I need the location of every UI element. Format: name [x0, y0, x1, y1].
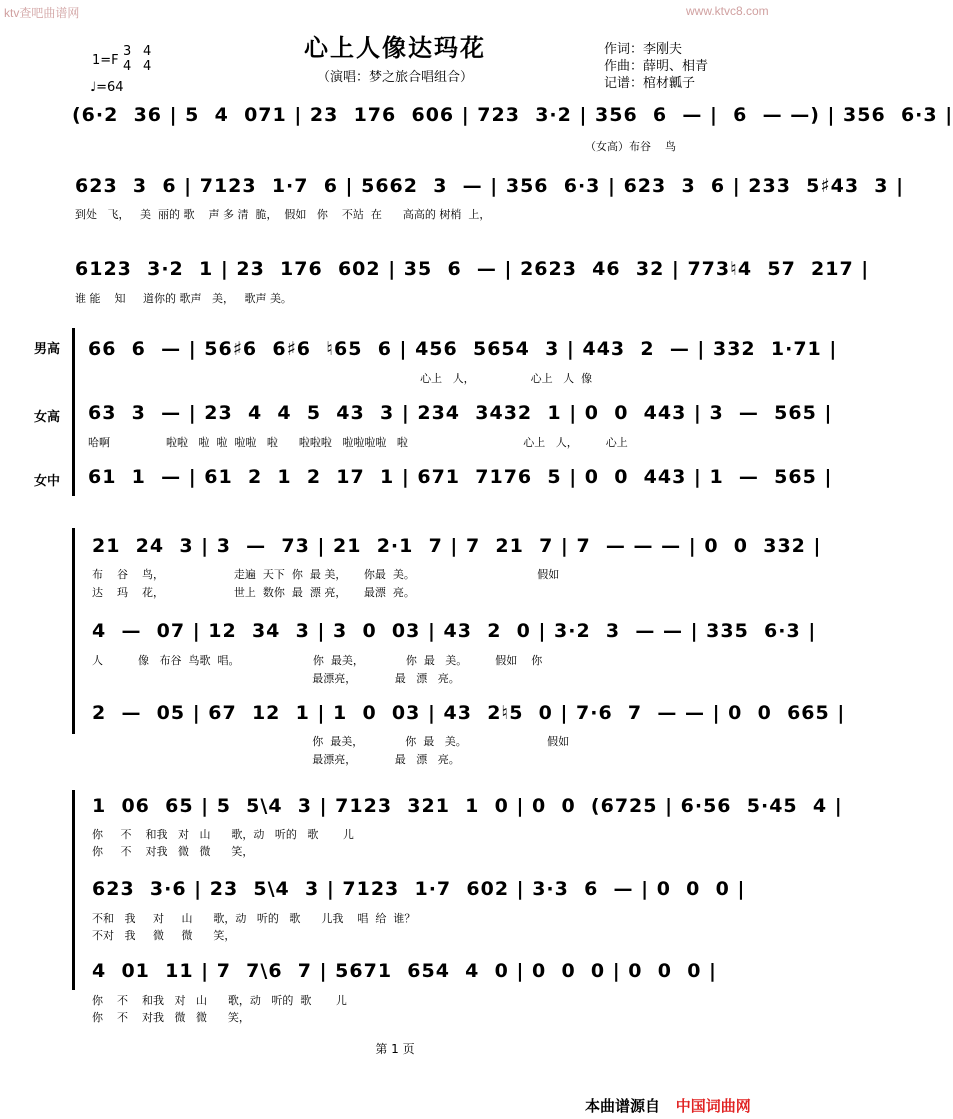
- female-mid-lyrics-2b: 最漂亮， 最 漂 亮。: [92, 753, 460, 766]
- female-mid-lyrics-3a: 你 不 和我 对 山 歌，动 听的 歌 儿: [92, 994, 347, 1007]
- transcriber-credit: 记谱：棺材瓤子: [604, 76, 696, 91]
- female-high-line-1: 63 3 — | 23 4 4 5 43 3 | 234 3432 1 | 0 0 443 | 3 — 565 |: [88, 402, 833, 424]
- watermark-right: www.ktvc8.com: [686, 4, 769, 18]
- male-high-line-1: 66 6 — | 56♯6 6♯6 ♮65 6 | 456 5654 3 | 443 2 — | 332 1·71 |: [88, 338, 838, 360]
- source-credit: 本曲谱源自 中国词曲网: [585, 1097, 751, 1115]
- male-high-lyrics-1: 心上 人， 心上 人 像: [88, 372, 593, 385]
- female-mid-line-2: 2 — 05 | 67 12 1 | 1 0 03 | 43 2♮5 0 | 7·6 7 — — | 0 0 665 |: [92, 702, 846, 724]
- lyrics-row-2: 到处 飞， 美 丽的 歌 声 多 清 脆， 假如 你 不站 在 高高的 树梢 上，: [75, 208, 491, 221]
- female-mid-lyrics-3b: 你 不 对我 微 微 笑，: [92, 1011, 250, 1024]
- page-number: 第 1 页: [375, 1042, 415, 1056]
- male-high-lyrics-3a: 你 不 和我 对 山 歌，动 听的 歌 儿: [92, 828, 354, 841]
- composer-credit: 作曲：薛明、相青: [604, 59, 709, 74]
- male-high-line-3: 1 06 65 | 5 5\4 3 | 7123 321 1 0 | 0 0 (6725 | 6·56 5·45 4 |: [92, 795, 843, 817]
- score-row-2: 623 3 6 | 7123 1·7 6 | 5662 3 — | 356 6·3 | 623 3 6 | 233 5♯43 3 |: [75, 175, 905, 197]
- female-mid-lyrics-2a: 你 最美， 你 最 美。 假如: [92, 735, 570, 748]
- key-signature: 1=F: [92, 53, 119, 68]
- time-signature-1: 3 4: [123, 44, 132, 74]
- female-high-line-2: 4 — 07 | 12 34 3 | 3 0 03 | 43 2 0 | 3·2 3 — — | 335 6·3 |: [92, 620, 817, 642]
- part-label-male-high: 男高: [34, 342, 61, 357]
- male-high-line-2: 21 24 3 | 3 — 73 | 21 2·1 7 | 7 21 7 | 7 — — — | 0 0 332 |: [92, 535, 822, 557]
- lyrics-row-3: 谁 能 知 道你的 歌声 美， 歌声 美。: [75, 292, 292, 305]
- male-high-lyrics-2a: 布 谷 鸟， 走遍 天下 你 最 美， 你最 美。 假如: [92, 568, 560, 581]
- lyricist-credit: 作词：李刚夫: [604, 42, 683, 57]
- female-mid-line-1: 61 1 — | 61 2 1 2 17 1 | 671 7176 5 | 0 0 443 | 1 — 565 |: [88, 466, 833, 488]
- performer-subtitle: （演唱：梦之旅合唱组合）: [316, 70, 473, 85]
- part-label-female-mid: 女中: [34, 474, 61, 489]
- system-bracket-3: [72, 790, 75, 990]
- score-row-3: 6123 3·2 1 | 23 176 602 | 35 6 — | 2623 46 32 | 773♮4 57 217 |: [75, 258, 870, 280]
- part-label-female-high: 女高: [34, 410, 61, 425]
- female-high-lyrics-2b: 最漂亮， 最 漂 亮。: [92, 672, 460, 685]
- female-mid-line-3: 4 01 11 | 7 7\6 7 | 5671 654 4 0 | 0 0 0 | 0 0 0 |: [92, 960, 717, 982]
- male-high-lyrics-2b: 达 玛 花， 世上 数你 最 漂 亮， 最漂 亮。: [92, 586, 415, 599]
- female-high-lyrics-1: 哈啊 啦啦 啦 啦 啦啦 啦 啦啦啦 啦啦啦啦 啦 心上 人， 心上: [88, 436, 628, 449]
- female-high-lyrics-2a: 人 像 布谷 鸟歌 唱。 你 最美， 你 最 美。 假如 你: [92, 654, 543, 667]
- score-row-1: (6·2 36 | 5 4 071 | 23 176 606 | 723 3·2 | 356 6 — | 6 — —) | 356 6·3 |: [72, 104, 953, 126]
- female-high-lyrics-3a: 不和 我 对 山 歌，动 听的 歌 儿我 唱 给 谁？: [92, 912, 416, 925]
- system-bracket-2: [72, 528, 75, 734]
- song-title: 心上人像达玛花: [304, 33, 486, 62]
- watermark-left: ktv查吧曲谱网: [4, 6, 80, 20]
- lyrics-row-1: （女高）布谷 鸟: [585, 140, 676, 153]
- time-signature-2: 4 4: [143, 44, 152, 74]
- male-high-lyrics-3b: 你 不 对我 微 微 笑，: [92, 845, 254, 858]
- female-high-lyrics-3b: 不对 我 微 微 笑，: [92, 929, 236, 942]
- system-bracket-1: [72, 328, 75, 496]
- female-high-line-3: 623 3·6 | 23 5\4 3 | 7123 1·7 602 | 3·3 6 — | 0 0 0 |: [92, 878, 746, 900]
- tempo-marking: ♩=64: [90, 80, 124, 95]
